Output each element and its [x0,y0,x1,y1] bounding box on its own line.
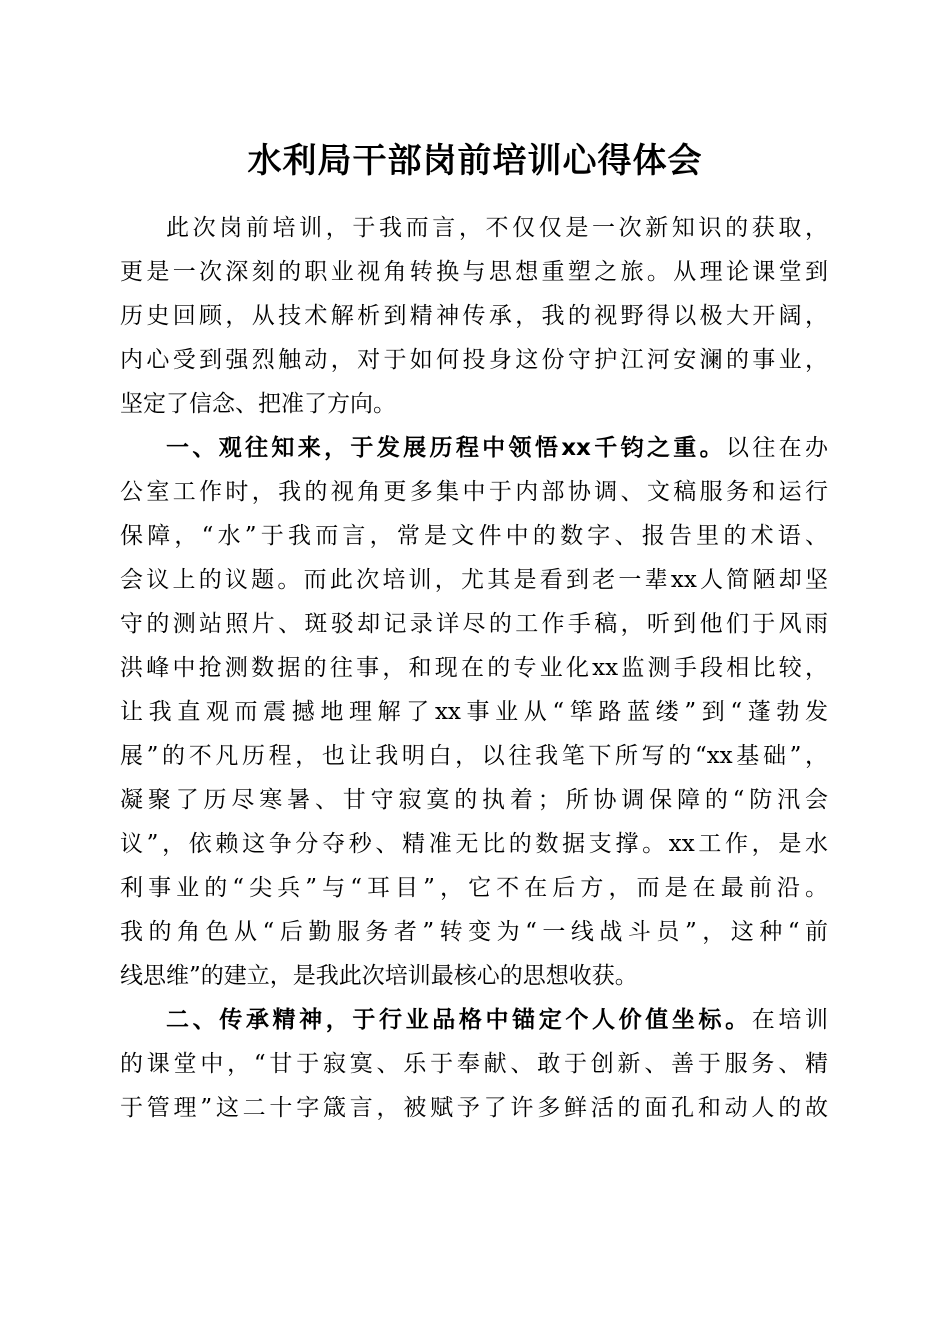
text-fragment: 以往在办 [725,435,829,461]
text-line: 利事业的“尖兵”与“耳目”，它不在后方，而是在最前沿。 [120,875,828,901]
text-line: 会议上的议题。而此次培训，尤其是看到老一辈xx人简陋却坚 [120,567,828,593]
document-title: 水利局干部岗前培训心得体会 [247,141,703,181]
paragraph-intro [120,206,828,426]
text-line [120,426,828,470]
text-line: 此次岗前培训，于我而言，不仅仅是一次新知识的获取， [166,215,828,241]
text-line: 洪峰中抢测数据的往事，和现在的专业化xx监测手段相比较， [120,655,828,681]
text-line: 保障，“水”于我而言，常是文件中的数字、报告里的术语、 [120,523,828,549]
text-line [120,998,828,1042]
text-line: 坚定了信念、把准了方向。 [120,391,396,417]
text-line: 守的测站照片、斑驳却记录详尽的工作手稿，听到他们于风雨 [120,611,828,637]
text-line: 更是一次深刻的职业视角转换与思想重塑之旅。从理论课堂到 [120,259,828,285]
text-fragment: 在培训 [751,1007,828,1033]
document-body [120,206,828,1130]
section-heading: 一、观往知来，于发展历程中领悟xx千钧之重。 [166,435,726,461]
text-line: 凝聚了历尽寒暑、甘守寂寞的执着；所协调保障的“防汛会 [120,787,828,813]
text-line: 让我直观而震撼地理解了xx事业从“筚路蓝缕”到“蓬勃发 [120,699,828,725]
text-line: 我的角色从“后勤服务者”转变为“一线战斗员”，这种“前 [120,919,828,945]
text-line: 线思维”的建立，是我此次培训最核心的思想收获。 [120,963,638,989]
section-heading: 二、传承精神，于行业品格中锚定个人价值坐标。 [166,1007,752,1033]
text-line: 公室工作时，我的视角更多集中于内部协调、文稿服务和运行 [120,479,828,505]
paragraph-section-2 [120,998,828,1130]
text-line: 历史回顾，从技术解析到精神传承，我的视野得以极大开阔， [120,303,828,329]
text-line: 的课堂中，“甘于寂寞、乐于奉献、敢于创新、善于服务、精 [120,1051,828,1077]
text-line: 内心受到强烈触动，对于如何投身这份守护江河安澜的事业， [120,347,828,373]
text-line: 于管理”这二十字箴言，被赋予了许多鲜活的面孔和动人的故 [120,1095,828,1121]
paragraph-section-1 [120,426,828,998]
text-line: 议”，依赖这争分夺秒、精准无比的数据支撑。xx工作，是水 [120,831,828,857]
text-line: 展”的不凡历程，也让我明白，以往我笔下所写的“xx基础”， [120,743,828,769]
